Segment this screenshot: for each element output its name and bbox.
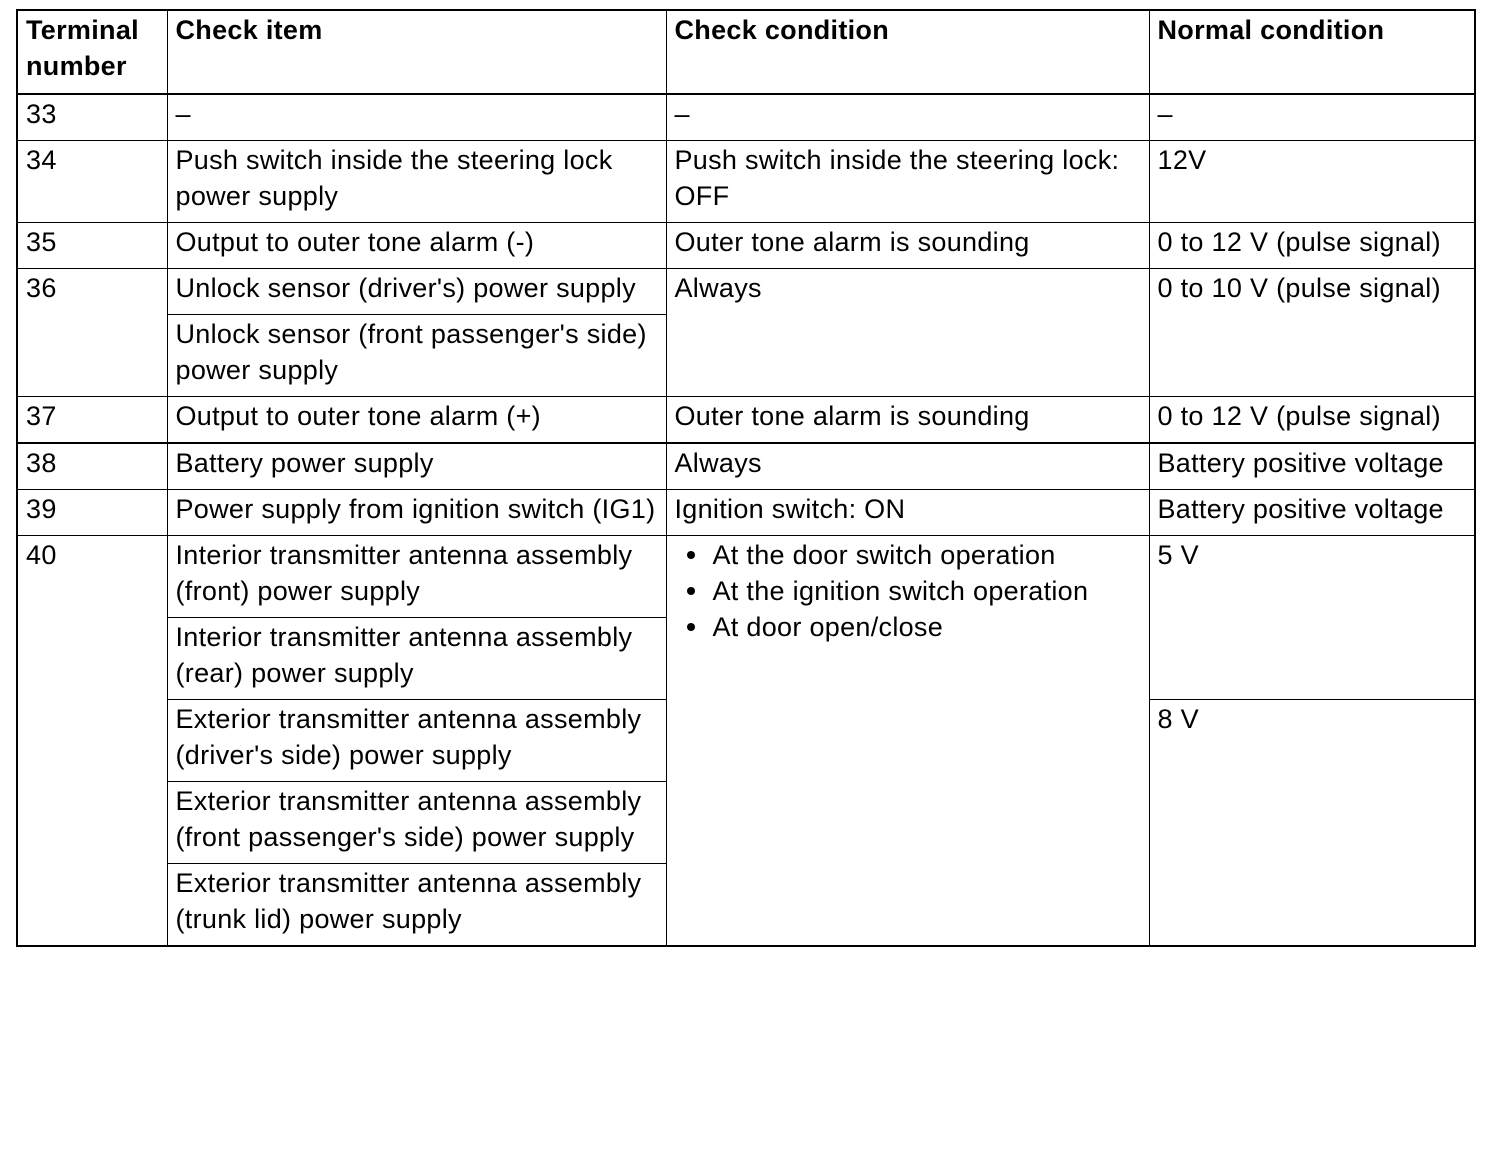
table-row-34 xyxy=(17,141,1475,223)
bullet-icon xyxy=(687,587,695,595)
condition-text: At the ignition switch operation xyxy=(712,576,1089,606)
header-row xyxy=(17,10,1475,94)
check-condition-cell: Always xyxy=(666,269,1149,397)
list-item xyxy=(675,573,1141,609)
normal-condition-cell: Battery positive voltage xyxy=(1149,443,1475,490)
check-condition-cell: Outer tone alarm is sounding xyxy=(666,397,1149,444)
normal-condition-cell: 8 V xyxy=(1149,700,1475,947)
list-item xyxy=(675,609,1141,645)
check-item-cell: Unlock sensor (front passenger's side) power supply xyxy=(167,315,666,397)
normal-condition-cell: – xyxy=(1149,94,1475,141)
header-check-item: Check item xyxy=(167,10,666,94)
normal-condition-cell: 0 to 12 V (pulse signal) xyxy=(1149,397,1475,444)
check-item-cell: Exterior transmitter antenna assembly (front passenger's side) power supply xyxy=(167,782,666,864)
check-item-cell: Exterior transmitter antenna assembly (driver's side) power supply xyxy=(167,700,666,782)
normal-condition-cell: 0 to 10 V (pulse signal) xyxy=(1149,269,1475,397)
terminal-cell: 35 xyxy=(17,223,167,269)
terminal-cell: 38 xyxy=(17,443,167,490)
normal-condition-cell: 12V xyxy=(1149,141,1475,223)
check-item-cell: Unlock sensor (driver's) power supply xyxy=(167,269,666,315)
check-item-cell: – xyxy=(167,94,666,141)
terminal-cell: 39 xyxy=(17,490,167,536)
table-row-35 xyxy=(17,223,1475,269)
normal-condition-cell: 5 V xyxy=(1149,536,1475,700)
check-condition-cell: Always xyxy=(666,443,1149,490)
check-item-cell: Output to outer tone alarm (+) xyxy=(167,397,666,444)
check-item-cell: Push switch inside the steering lock power supply xyxy=(167,141,666,223)
table-row-39 xyxy=(17,490,1475,536)
terminal-cell: 33 xyxy=(17,94,167,141)
check-item-cell: Power supply from ignition switch (IG1) xyxy=(167,490,666,536)
terminal-check-table xyxy=(16,9,1476,947)
terminal-cell: 36 xyxy=(17,269,167,397)
table-row-37 xyxy=(17,397,1475,444)
check-condition-cell: Ignition switch: ON xyxy=(666,490,1149,536)
list-item xyxy=(675,537,1141,573)
terminal-cell: 37 xyxy=(17,397,167,444)
terminal-cell: 34 xyxy=(17,141,167,223)
header-check-condition: Check condition xyxy=(666,10,1149,94)
check-item-cell: Output to outer tone alarm (-) xyxy=(167,223,666,269)
check-item-cell: Battery power supply xyxy=(167,443,666,490)
condition-text: At the door switch operation xyxy=(712,540,1056,570)
terminal-cell: 40 xyxy=(17,536,167,947)
check-item-cell: Interior transmitter antenna assembly (rear) power supply xyxy=(167,618,666,700)
check-condition-cell xyxy=(666,536,1149,947)
condition-text: At door open/close xyxy=(712,612,944,642)
table-row-38 xyxy=(17,443,1475,490)
bullet-icon xyxy=(687,623,695,631)
table-row-33 xyxy=(17,94,1475,141)
bullet-icon xyxy=(687,551,695,559)
header-terminal-number: Terminal number xyxy=(17,10,167,94)
check-condition-cell: Push switch inside the steering lock: OFF xyxy=(666,141,1149,223)
check-condition-cell: Outer tone alarm is sounding xyxy=(666,223,1149,269)
table-row-40 xyxy=(17,536,1475,618)
check-item-cell: Exterior transmitter antenna assembly (trunk lid) power supply xyxy=(167,864,666,947)
condition-list xyxy=(675,537,1141,645)
header-normal-condition: Normal condition xyxy=(1149,10,1475,94)
normal-condition-cell: Battery positive voltage xyxy=(1149,490,1475,536)
check-condition-cell: – xyxy=(666,94,1149,141)
table-row-36 xyxy=(17,269,1475,315)
check-item-cell: Interior transmitter antenna assembly (front) power supply xyxy=(167,536,666,618)
normal-condition-cell: 0 to 12 V (pulse signal) xyxy=(1149,223,1475,269)
